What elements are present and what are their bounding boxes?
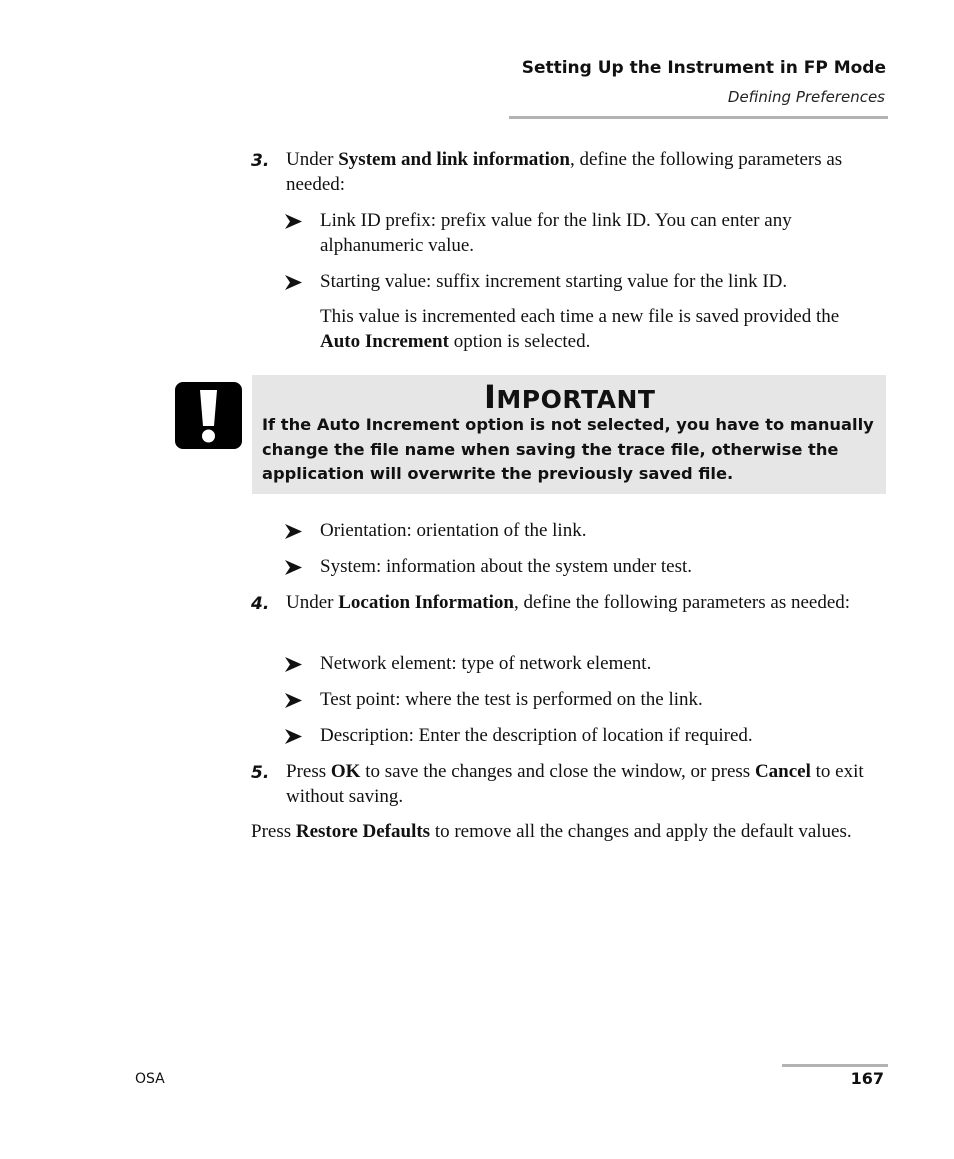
note-text-pre: This value is incremented each time a new file is saved provided the: [320, 306, 840, 327]
note-paragraph: [320, 304, 880, 354]
important-title: [484, 378, 655, 416]
important-text: If the Auto Increment option is not selected, you have to manually change the file name when saving the trace file, otherwise the application will overwrite the previously saved file.: [262, 415, 874, 483]
running-header-title: Setting Up the Instrument in FP Mode: [521, 58, 886, 78]
arrow-bullet-icon: [285, 693, 302, 708]
closing-text-bold: Restore Defaults: [295, 821, 431, 842]
arrow-bullet-icon: [285, 524, 302, 539]
step-text-post: , define the following parameters as needed:: [513, 592, 851, 613]
step-text-bold-cancel: Cancel: [754, 761, 811, 782]
list-item-text: Test point: where the test is performed on the link.: [320, 689, 703, 710]
important-callout: [252, 375, 886, 494]
step-text-pre: Under: [286, 592, 339, 613]
closing-text-pre: Press: [251, 821, 296, 842]
step-text-bold: System and link information: [338, 149, 570, 170]
arrow-bullet-icon: [285, 560, 302, 575]
header-divider: [509, 116, 888, 119]
list-item-text: Network element: type of network element.: [320, 653, 652, 674]
footer-product-name: OSA: [135, 1071, 165, 1087]
arrow-bullet-icon: [285, 275, 302, 290]
closing-text-post: to remove all the changes and apply the default values.: [430, 821, 852, 842]
list-item-text: Description: Enter the description of location if required.: [320, 725, 753, 746]
note-text-bold: Auto Increment: [320, 331, 449, 352]
list-item-text: System: information about the system under test.: [320, 556, 693, 577]
page-number: 167: [850, 1069, 884, 1088]
running-header-subtitle: Defining Preferences: [727, 88, 885, 106]
arrow-bullet-icon: [285, 214, 302, 229]
step-text-bold-ok: OK: [330, 761, 361, 782]
step-number: 5.: [251, 763, 270, 783]
step-number: 4.: [251, 594, 270, 614]
step-text-bold: Location Information: [338, 592, 514, 613]
step-text-mid: to save the changes and close the window, or press: [360, 761, 755, 782]
footer-divider: [782, 1064, 888, 1067]
step-text-pre: Press: [286, 761, 331, 782]
list-item-text: Orientation: orientation of the link.: [320, 520, 587, 541]
important-title-rest: MPORTANT: [496, 385, 656, 414]
step-text: [286, 759, 891, 809]
list-item-text: Starting value: suffix increment starting value for the link ID.: [320, 271, 788, 292]
step-text: [286, 147, 891, 197]
step-text: [286, 590, 891, 615]
step-text-post: to exit without saving.: [286, 761, 864, 807]
arrow-bullet-icon: [285, 657, 302, 672]
closing-paragraph: [251, 819, 891, 844]
note-text-post: option is selected.: [448, 331, 591, 352]
important-exclamation-icon: [175, 382, 242, 449]
step-text-post: , define the following parameters as needed:: [286, 149, 843, 195]
step-number: 3.: [251, 151, 270, 171]
list-item-text: Link ID prefix: prefix value for the link ID. You can enter any alphanumeric value.: [320, 210, 792, 256]
step-text-pre: Under: [286, 149, 339, 170]
arrow-bullet-icon: [285, 729, 302, 744]
important-title-initial: I: [484, 378, 497, 416]
